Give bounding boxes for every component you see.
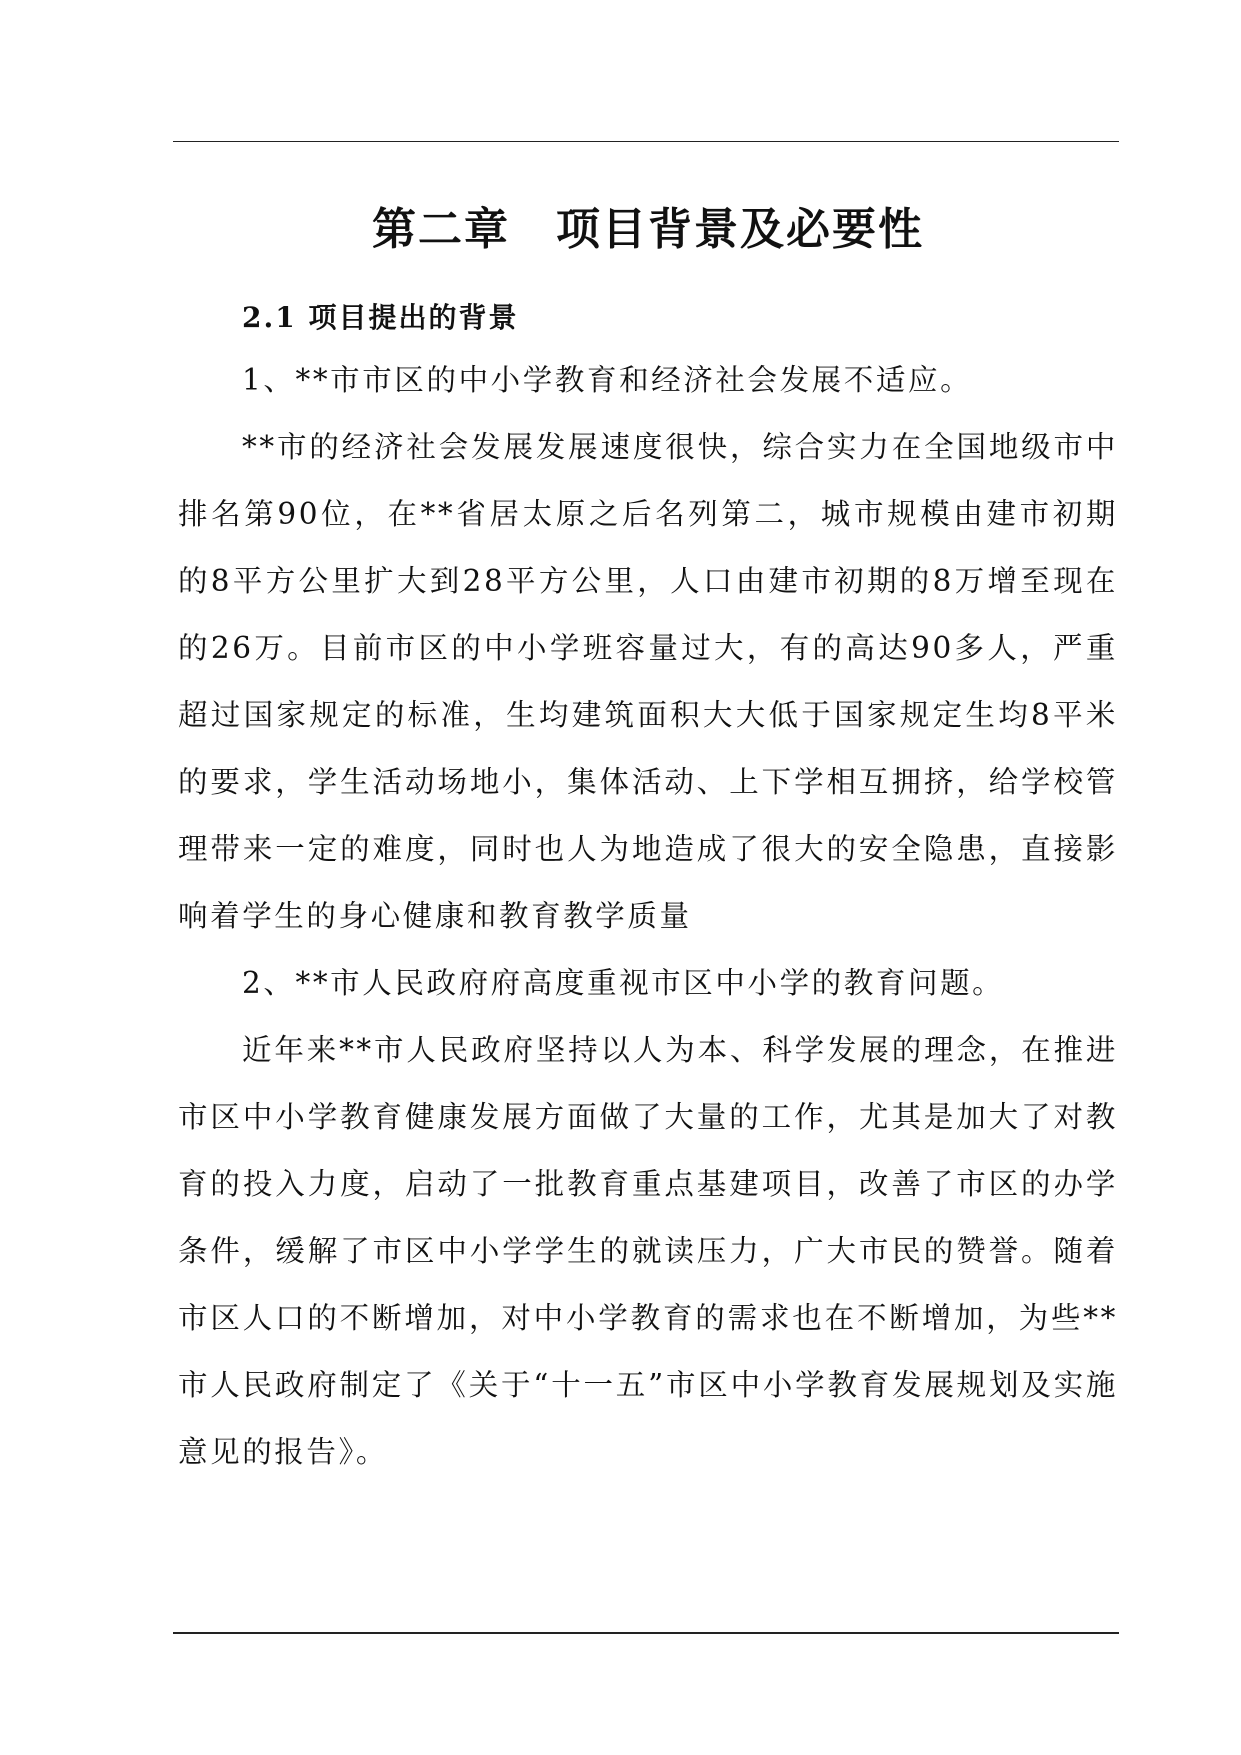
footer-rule (173, 1632, 1119, 1634)
paragraph-2: 近年来**市人民政府坚持以人为本、科学发展的理念，在推进市区中小学教育健康发展方面做了大量的工作，尤其是加大了对教育的投入力度，启动了一批教育重点基建项目，改善了市区的办学条件，缓解了市区中小学学生的就读压力，广大市民的赞誉。随着市区人口的不断增加，对中小学教育的需求也在不断增加，为些**市人民政府制定了《关于“十一五”市区中小学教育发展规划及实施意见的报告》。 (178, 1033, 1118, 1469)
section-heading: 2.1 项目提出的背景 (242, 301, 519, 334)
item-heading-2: 2、**市人民政府府高度重视市区中小学的教育问题。 (242, 966, 1005, 1000)
item-heading-1: 1、**市市区的中小学教育和经济社会发展不适应。 (242, 363, 973, 397)
page-content (178, 195, 1118, 1486)
paragraph-1: **市的经济社会发展发展速度很快，综合实力在全国地级市中排名第90位，在**省居太原之后名列第二，城市规模由建市初期的8平方公里扩大到28平方公里，人口由建市初期的8万增至现在的26万。目前市区的中小学班容量过大，有的高达90多人，严重超过国家规定的标准，生均建筑面积大大低于国家规定生均8平米的要求，学生活动场地小，集体活动、上下学相互拥挤，给学校管理带来一定的难度，同时也人为地造成了很大的安全隐患，直接影响着学生的身心健康和教育教学质量 (178, 430, 1118, 933)
chapter-title: 第二章 项目背景及必要性 (372, 204, 924, 255)
header-rule (173, 141, 1119, 142)
